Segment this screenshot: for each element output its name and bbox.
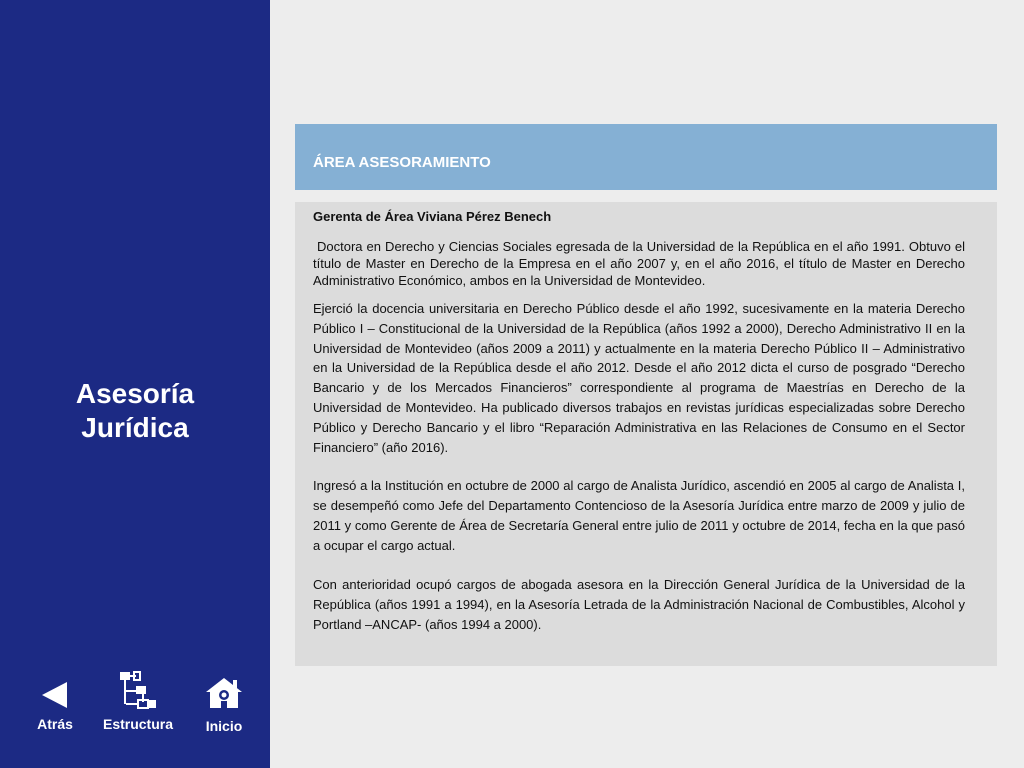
sidebar-title — [0, 377, 270, 445]
home-button[interactable] — [196, 676, 252, 734]
content-panel — [295, 202, 997, 666]
paragraph-4: Con anterioridad ocupó cargos de abogada asesora en la Dirección General Jurídica de la Universidad de la República (años 1991 a 1994), en la Asesoría Letrada de la Administración Nacional de Combustibles, Alcohol y Portland –ANCAP- (años 1994 a 2000). — [313, 576, 965, 632]
home-icon — [204, 676, 244, 710]
section-title: ÁREA ASESORAMIENTO — [313, 154, 491, 171]
structure-button[interactable] — [98, 670, 178, 732]
paragraph-3: Ingresó a la Institución en octubre de 2000 al cargo de Analista Jurídico, ascendió en 2005 al cargo de Analista I, se desempeñó como Jefe del Departamento Contencioso de la Asesoría Jurídica entre marzo de 2009 y julio de 2011 y como Gerente de Área de Secretaría General entre julio de 2011 y octubre de 2014, fecha en la que pasó a ocupar el cargo actual. — [313, 478, 965, 553]
content-body — [313, 208, 965, 635]
home-button-label: Inicio — [205, 718, 243, 734]
back-button[interactable] — [30, 680, 80, 732]
sidebar — [0, 0, 270, 768]
org-chart-icon — [118, 670, 158, 710]
sidebar-title-line2: Jurídica — [81, 412, 189, 443]
paragraph-2: Ejerció la docencia universitaria en Derecho Público desde el año 1992, sucesivamente en la materia Derecho Público I – Constitucional de la Universidad de la República (años 1992 a 2000), Derecho Administrativo II en la Universidad de Montevideo (años 2009 a 2011) y actualmente en la materia Derecho Público II – Administrativo en la Universidad de la República desde el año 2012. Desde el año 2012 dicta el curso de posgrado “Derecho Bancario y de los Mercados Financieros” correspondiente al programa de Maestrías en Derecho de la Universidad de Montevideo. Ha publicado diversos trabajos en revistas jurídicas especializadas sobre Derecho Público y Derecho Bancario y el libro “Reparación Administrativa en las Relaciones de Consumo en el Sector Financiero” (año 2016). — [313, 301, 965, 455]
content-heading: Gerenta de Área Viviana Pérez Benech — [313, 209, 552, 224]
back-button-label: Atrás — [37, 716, 73, 732]
back-arrow-icon — [40, 680, 70, 710]
structure-button-label: Estructura — [102, 716, 174, 732]
sidebar-title-line1: Asesoría — [75, 378, 195, 409]
section-header — [295, 124, 997, 190]
paragraph-1: Doctora en Derecho y Ciencias Sociales egresada de la Universidad de la República en el año 1991. Obtuvo el título de Master en Derecho de la Empresa en el año 2007 y, en el año 2016, el título de Master en Derecho Administrativo Económico, ambos en la Universidad de Montevideo. — [313, 239, 965, 288]
